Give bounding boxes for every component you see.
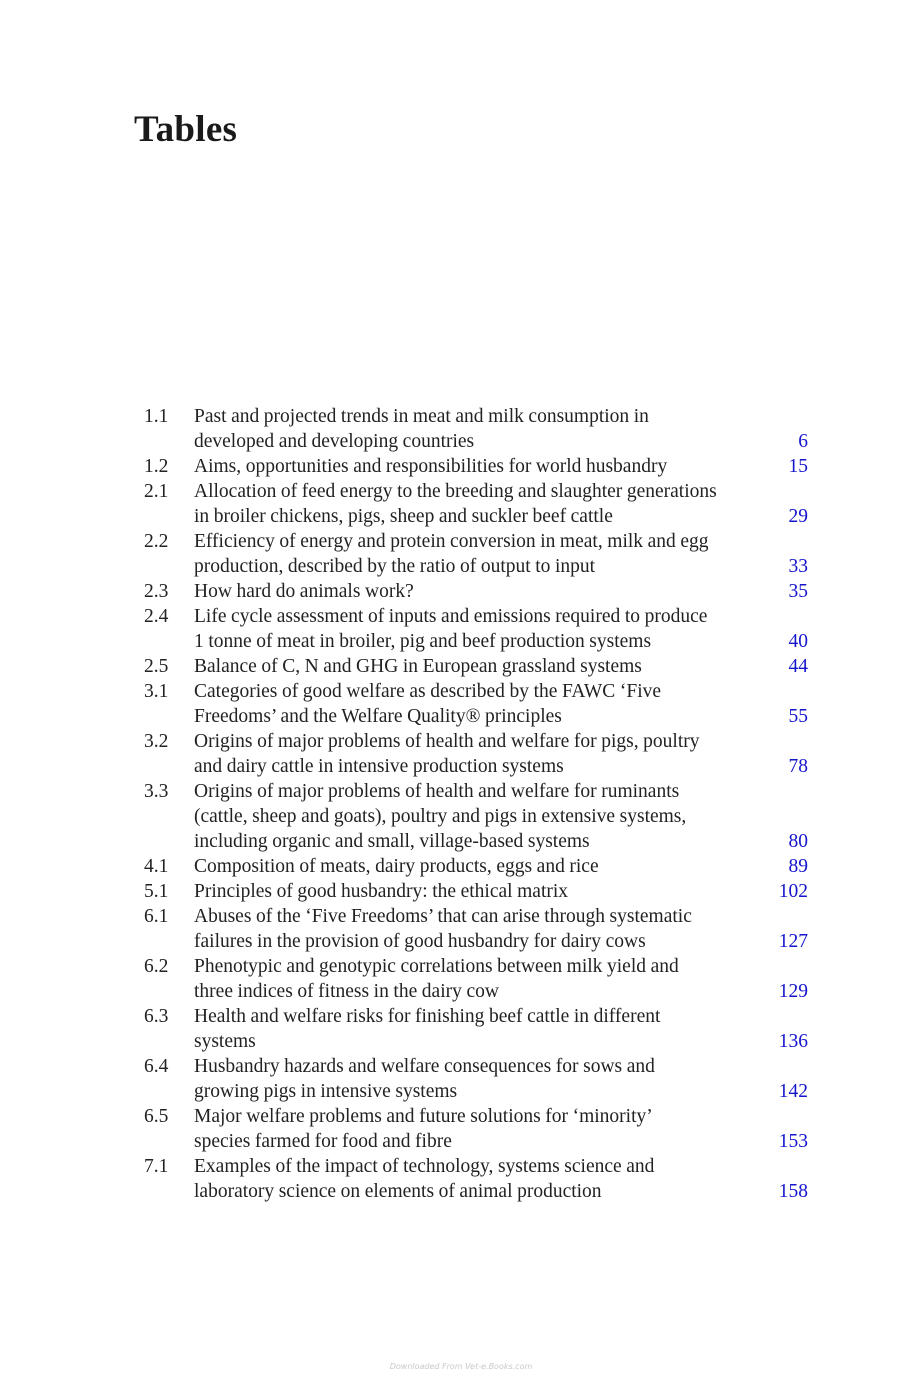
table-title-line: Aims, opportunities and responsibilities for world husbandry (194, 456, 668, 477)
table-number: 6.5 (144, 1106, 169, 1127)
table-title (194, 1054, 772, 1104)
table-title-line: including organic and small, village-based systems (194, 831, 590, 852)
table-number: 2.1 (144, 481, 169, 502)
table-title (194, 454, 772, 479)
page-title: Tables (134, 109, 238, 150)
toc-entry (144, 529, 812, 579)
page-number-link[interactable]: 55 (788, 706, 808, 727)
table-number: 2.3 (144, 581, 169, 602)
table-title-line: production, described by the ratio of output to input (194, 556, 596, 577)
table-title (194, 779, 772, 854)
page-number-link[interactable]: 127 (778, 931, 808, 952)
page-number-link[interactable]: 89 (788, 856, 808, 877)
page-number-link[interactable]: 80 (788, 831, 808, 852)
table-number: 2.2 (144, 531, 169, 552)
table-title-line: Allocation of feed energy to the breeding and slaughter generations (194, 481, 717, 502)
table-of-tables-list (144, 404, 812, 1204)
table-number: 3.3 (144, 781, 169, 802)
toc-entry (144, 779, 812, 854)
page-number-link[interactable]: 102 (778, 881, 808, 902)
toc-entry (144, 679, 812, 729)
toc-entry (144, 1104, 812, 1154)
toc-entry (144, 879, 812, 904)
table-number: 1.1 (144, 406, 169, 427)
table-title-line: Freedoms’ and the Welfare Quality® principles (194, 706, 562, 727)
page-number-link[interactable]: 78 (788, 756, 808, 777)
table-title-line: species farmed for food and fibre (194, 1131, 452, 1152)
table-title-line: laboratory science on elements of animal production (194, 1181, 602, 1202)
toc-entry (144, 404, 812, 454)
table-number: 5.1 (144, 881, 169, 902)
page-number-link[interactable]: 136 (778, 1031, 808, 1052)
table-title (194, 529, 772, 579)
table-title (194, 879, 772, 904)
toc-entry (144, 654, 812, 679)
table-number: 3.1 (144, 681, 169, 702)
table-title-line: Phenotypic and genotypic correlations between milk yield and (194, 956, 679, 977)
table-title (194, 1004, 772, 1054)
toc-entry (144, 904, 812, 954)
download-watermark: Downloaded From Vet-e.Books.com (389, 1362, 533, 1371)
table-title-line: Origins of major problems of health and welfare for pigs, poultry (194, 731, 700, 752)
table-title-line: Examples of the impact of technology, systems science and (194, 1156, 655, 1177)
table-title-line: Origins of major problems of health and welfare for ruminants (194, 781, 680, 802)
table-title-line: Life cycle assessment of inputs and emissions required to produce (194, 606, 708, 627)
table-title-line: three indices of fitness in the dairy cow (194, 981, 499, 1002)
toc-entry (144, 854, 812, 879)
toc-entry (144, 1154, 812, 1204)
table-title (194, 904, 772, 954)
toc-entry (144, 604, 812, 654)
table-title (194, 604, 772, 654)
table-title (194, 854, 772, 879)
table-title-line: Abuses of the ‘Five Freedoms’ that can arise through systematic (194, 906, 692, 927)
table-number: 7.1 (144, 1156, 169, 1177)
table-title-line: and dairy cattle in intensive production systems (194, 756, 564, 777)
page-number-link[interactable]: 153 (778, 1131, 808, 1152)
table-number: 6.2 (144, 956, 169, 977)
toc-entry (144, 579, 812, 604)
table-title-line: 1 tonne of meat in broiler, pig and beef production systems (194, 631, 652, 652)
toc-entry (144, 479, 812, 529)
table-number: 3.2 (144, 731, 169, 752)
table-title (194, 954, 772, 1004)
table-title-line: How hard do animals work? (194, 581, 414, 602)
page-number-link[interactable]: 6 (798, 431, 808, 452)
table-number: 4.1 (144, 856, 169, 877)
table-title-line: Major welfare problems and future solutions for ‘minority’ (194, 1106, 653, 1127)
toc-entry (144, 1054, 812, 1104)
page-number-link[interactable]: 129 (778, 981, 808, 1002)
table-title-line: Principles of good husbandry: the ethical matrix (194, 881, 569, 902)
toc-entry (144, 954, 812, 1004)
table-title-line: Balance of C, N and GHG in European grassland systems (194, 656, 642, 677)
table-title (194, 479, 772, 529)
page-number-link[interactable]: 33 (788, 556, 808, 577)
table-title (194, 579, 772, 604)
toc-entry (144, 454, 812, 479)
table-title-line: (cattle, sheep and goats), poultry and pigs in extensive systems, (194, 806, 687, 827)
table-title (194, 729, 772, 779)
table-title-line: in broiler chickens, pigs, sheep and suckler beef cattle (194, 506, 613, 527)
page-number-link[interactable]: 40 (788, 631, 808, 652)
page-number-link[interactable]: 29 (788, 506, 808, 527)
table-title (194, 654, 772, 679)
table-title-line: growing pigs in intensive systems (194, 1081, 458, 1102)
table-title (194, 679, 772, 729)
toc-entry (144, 729, 812, 779)
table-title-line: failures in the provision of good husbandry for dairy cows (194, 931, 646, 952)
page-number-link[interactable]: 142 (778, 1081, 808, 1102)
table-number: 1.2 (144, 456, 169, 477)
table-title-line: Health and welfare risks for finishing beef cattle in different (194, 1006, 661, 1027)
table-title-line: developed and developing countries (194, 431, 475, 452)
page-number-link[interactable]: 15 (788, 456, 808, 477)
table-title-line: Categories of good welfare as described by the FAWC ‘Five (194, 681, 662, 702)
table-number: 6.3 (144, 1006, 169, 1027)
table-number: 6.1 (144, 906, 169, 927)
table-number: 6.4 (144, 1056, 169, 1077)
page-number-link[interactable]: 44 (788, 656, 808, 677)
table-title (194, 404, 772, 454)
table-title-line: systems (194, 1031, 256, 1052)
table-number: 2.4 (144, 606, 169, 627)
table-title-line: Efficiency of energy and protein conversion in meat, milk and egg (194, 531, 709, 552)
table-title-line: Composition of meats, dairy products, eggs and rice (194, 856, 599, 877)
table-number: 2.5 (144, 656, 169, 677)
page-number-link[interactable]: 35 (788, 581, 808, 602)
table-title-line: Past and projected trends in meat and milk consumption in (194, 406, 649, 427)
table-title (194, 1104, 772, 1154)
table-title (194, 1154, 772, 1204)
page-number-link[interactable]: 158 (778, 1181, 808, 1202)
toc-entry (144, 1004, 812, 1054)
table-title-line: Husbandry hazards and welfare consequences for sows and (194, 1056, 655, 1077)
